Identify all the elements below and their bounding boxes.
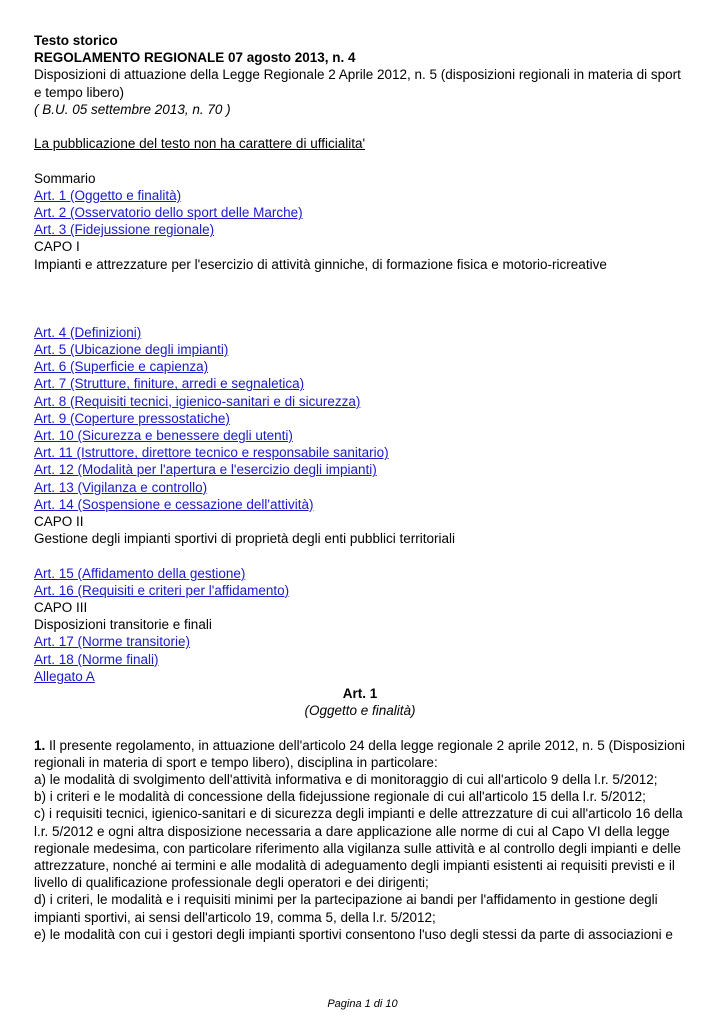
capo1-label: CAPO I	[34, 239, 80, 255]
article-paragraph-1	[34, 737, 686, 771]
page-footer: Pagina 1 di 10	[327, 998, 398, 1010]
capo2-label: CAPO II	[34, 514, 84, 530]
toc-link-art14[interactable]: Art. 14 (Sospensione e cessazione dell'attività)	[34, 496, 314, 512]
official-notice: La pubblicazione del testo non ha carattere di ufficialita'	[34, 136, 366, 152]
toc-link-art6[interactable]: Art. 6 (Superficie e capienza)	[34, 359, 209, 375]
document-title: REGOLAMENTO REGIONALE 07 agosto 2013, n. 4	[34, 50, 356, 66]
toc-link-art17[interactable]: Art. 17 (Norme transitorie)	[34, 634, 191, 650]
paragraph-number: 1.	[34, 737, 46, 753]
item-b: b) i criteri e le modalità di concessione della fidejussione regionale di cui all'articolo 15 della l.r. 5/2012;	[34, 789, 646, 805]
toc-link-art9[interactable]: Art. 9 (Coperture pressostatiche)	[34, 410, 230, 426]
capo3-title: Disposizioni transitorie e finali	[34, 617, 212, 633]
toc-link-art18[interactable]: Art. 18 (Norme finali)	[34, 651, 159, 667]
toc-link-art5[interactable]: Art. 5 (Ubicazione degli impianti)	[34, 342, 229, 358]
toc-link-art8[interactable]: Art. 8 (Requisiti tecnici, igienico-sanitari e di sicurezza)	[34, 393, 361, 409]
document-subtitle: Disposizioni di attuazione della Legge Regionale 2 Aprile 2012, n. 5 (disposizioni regionali in materia di sport e tempo libero)	[34, 67, 681, 100]
toc-link-art7[interactable]: Art. 7 (Strutture, finiture, arredi e segnaletica)	[34, 376, 305, 392]
article-heading: Art. 1	[342, 686, 378, 702]
article-subheading: (Oggetto e finalità)	[304, 703, 416, 719]
toc-link-art1[interactable]: Art. 1 (Oggetto e finalità)	[34, 187, 182, 203]
toc-link-art15[interactable]: Art. 15 (Affidamento della gestione)	[34, 565, 246, 581]
text-kind: Testo storico	[34, 33, 118, 48]
capo2-title: Gestione degli impianti sportivi di proprietà degli enti pubblici territoriali	[34, 531, 455, 547]
toc-link-art11[interactable]: Art. 11 (Istruttore, direttore tecnico e responsabile sanitario)	[34, 445, 389, 461]
item-a: a) le modalità di svolgimento dell'attività informativa e di monitoraggio di cui all'articolo 9 della l.r. 5/2012;	[34, 772, 658, 788]
capo1-title: Impianti e attrezzature per l'esercizio di attività ginniche, di formazione fisica e motorio-ricreative	[34, 256, 607, 272]
toc-link-art3[interactable]: Art. 3 (Fidejussione regionale)	[34, 222, 215, 238]
toc-link-art10[interactable]: Art. 10 (Sicurezza e benessere degli utenti)	[34, 428, 293, 444]
toc-link-art4[interactable]: Art. 4 (Definizioni)	[34, 324, 142, 340]
document-page	[34, 32, 686, 943]
toc-link-allegato-a[interactable]: Allegato A	[34, 668, 95, 684]
toc-link-art12[interactable]: Art. 12 (Modalità per l'apertura e l'esercizio degli impianti)	[34, 462, 377, 478]
toc-heading: Sommario	[34, 170, 96, 186]
item-c: c) i requisiti tecnici, igienico-sanitari e di sicurezza degli impianti e delle attrezzature di cui all'articolo 16 della l.r. 5/2012 e ogni altra disposizione necessaria a dare applicazione alle norme di cui al Capo VI della legge regionale medesima, con particolare riferimento alla vigilanza sulle attività e al controllo degli impianti e delle attrezzature, nonché ai termini e alle modalità di adeguamento degli impianti esistenti ai requisiti previsti e il livello di qualificazione professionale degli operatori e dei dirigenti;	[34, 806, 683, 891]
capo3-label: CAPO III	[34, 600, 88, 616]
item-d: d) i criteri, le modalità e i requisiti minimi per la partecipazione ai bandi per l'affidamento in gestione degli impianti sportivi, ai sensi dell'articolo 19, comma 5, della l.r. 5/2012;	[34, 892, 658, 925]
toc-link-art16[interactable]: Art. 16 (Requisiti e criteri per l'affidamento)	[34, 582, 290, 598]
toc-link-art13[interactable]: Art. 13 (Vigilanza e controllo)	[34, 479, 208, 495]
paragraph-intro: Il presente regolamento, in attuazione dell'articolo 24 della legge regionale 2 aprile 2012, n. 5 (Disposizioni regionali in materia di sport e tempo libero), disciplina in particolare:	[34, 737, 685, 770]
item-e: e) le modalità con cui i gestori degli impianti sportivi consentono l'uso degli stessi da parte di associazioni e	[34, 926, 673, 942]
toc-link-art2[interactable]: Art. 2 (Osservatorio dello sport delle Marche)	[34, 205, 303, 220]
bulletin-reference: ( B.U. 05 settembre 2013, n. 70 )	[34, 101, 231, 117]
